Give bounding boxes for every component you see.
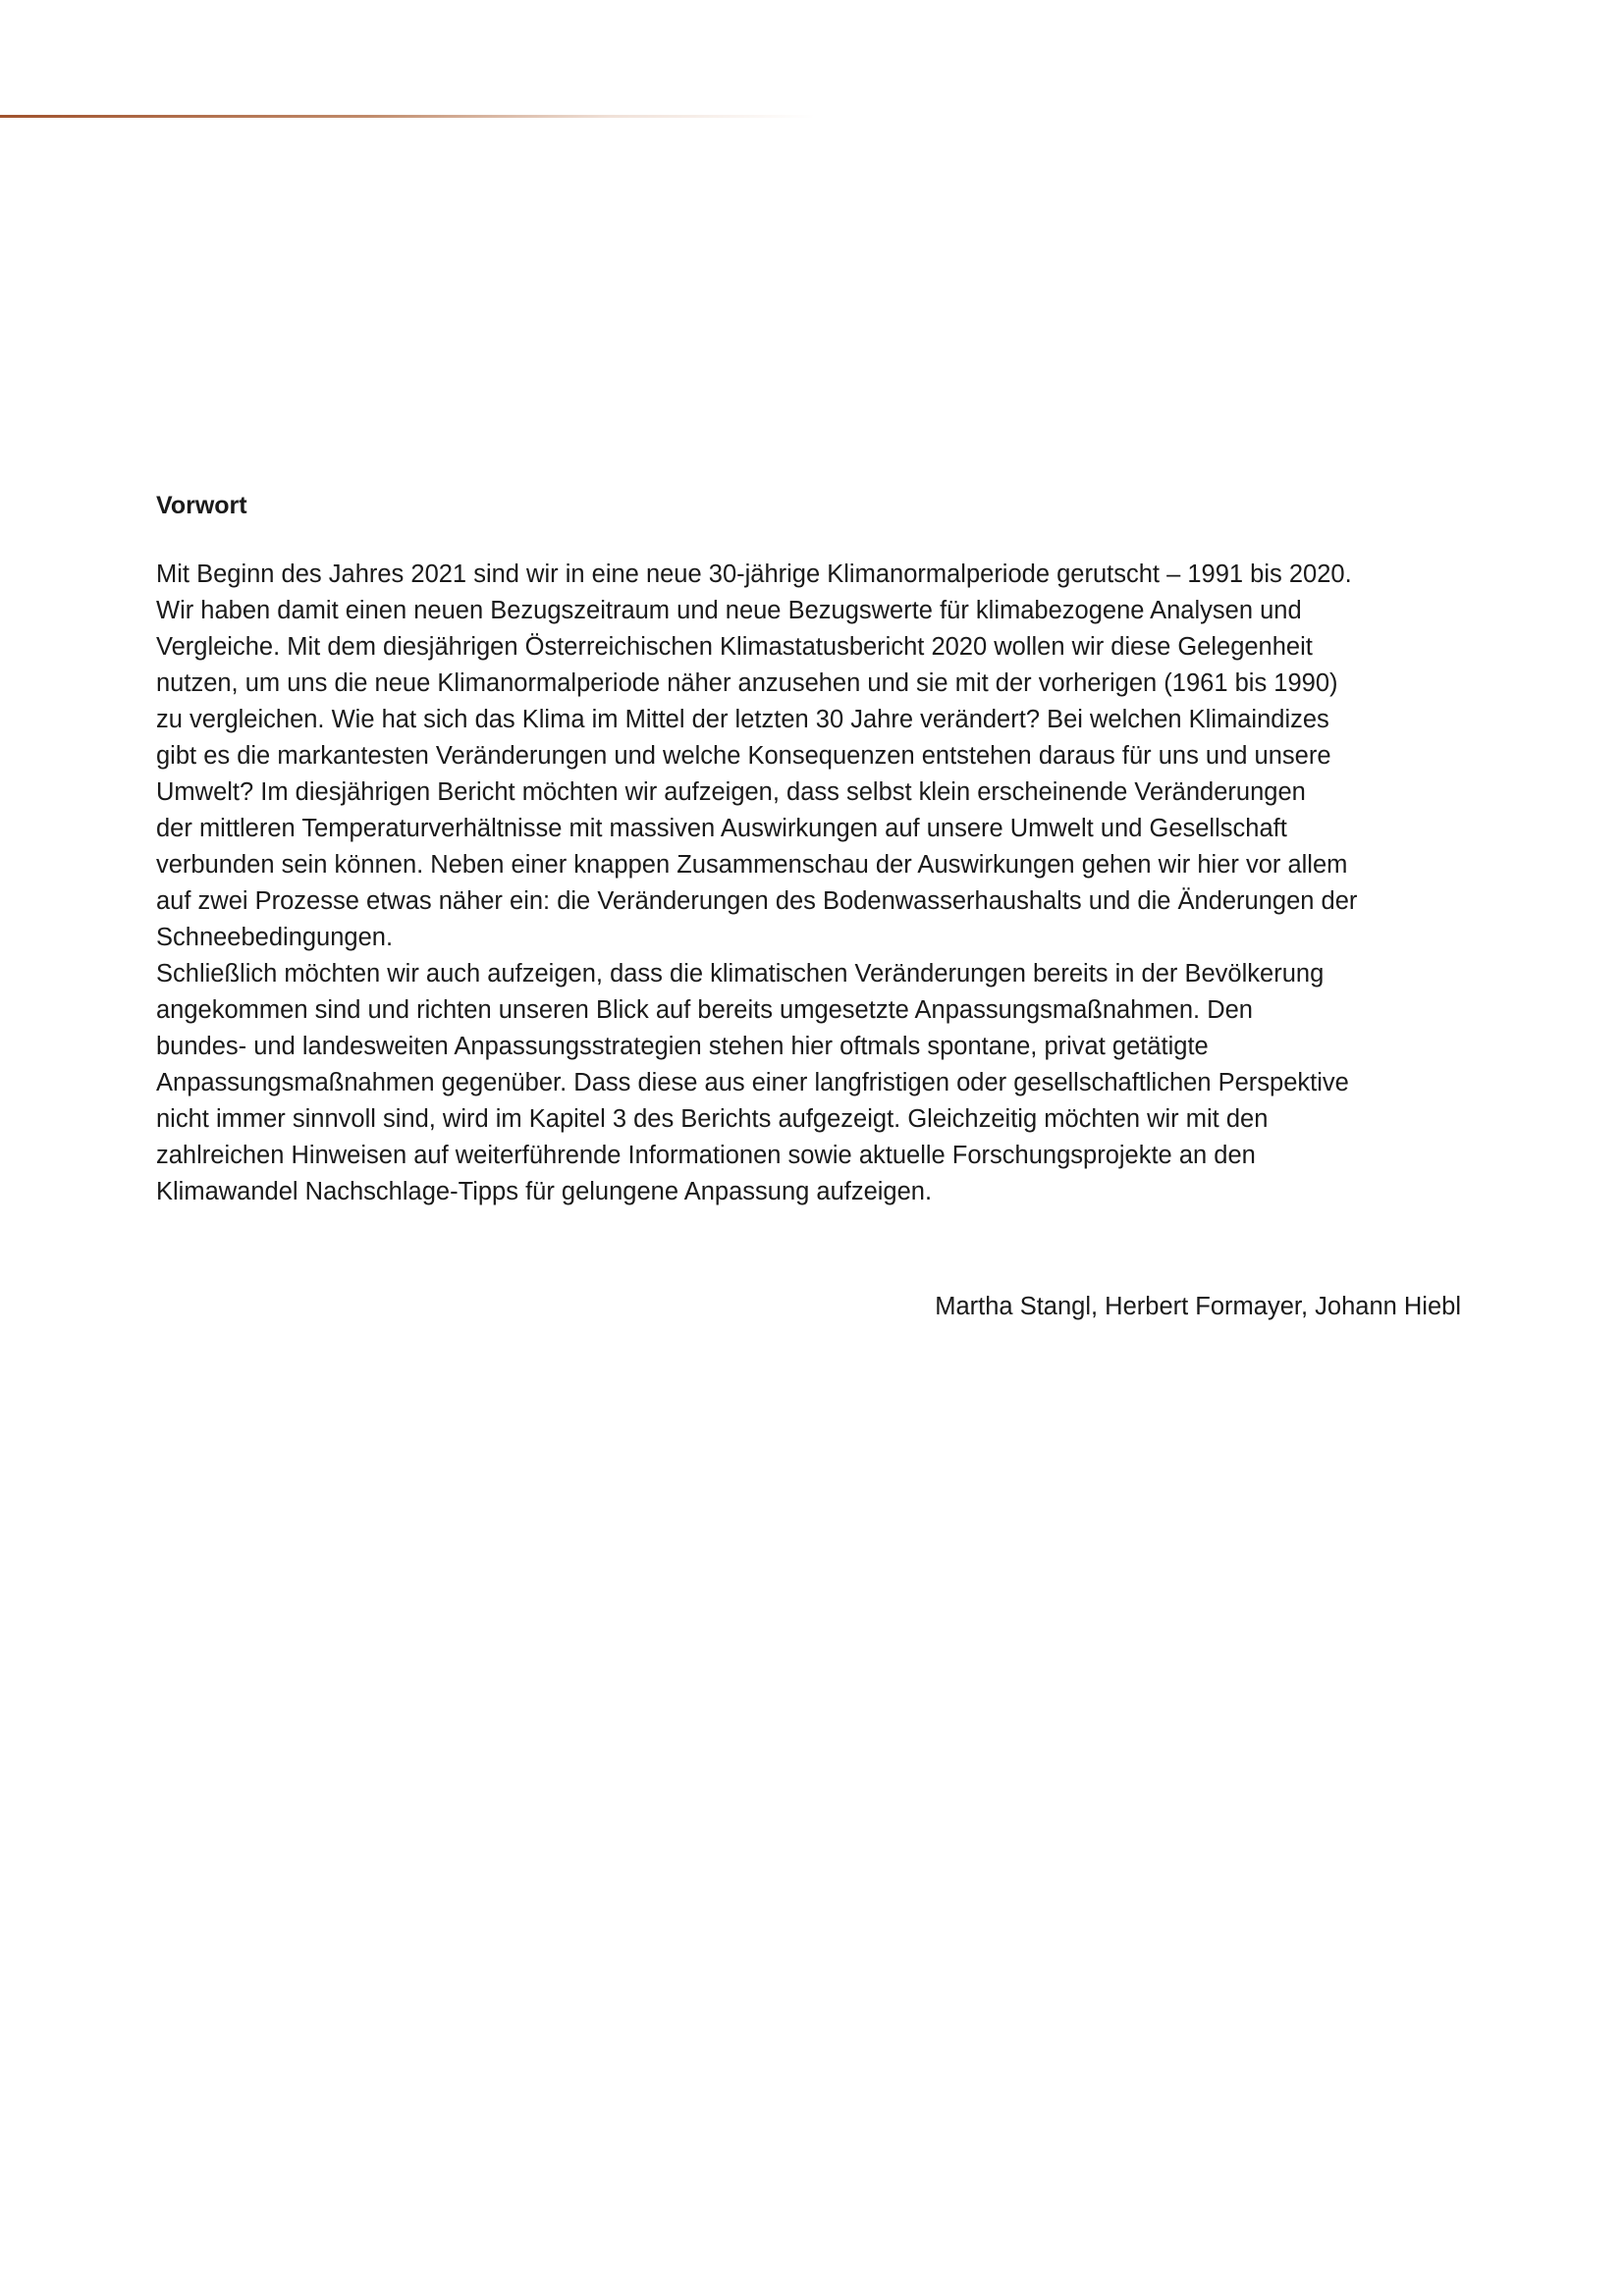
foreword-paragraph-1: Mit Beginn des Jahres 2021 sind wir in eine neue 30-jährige Klimanormalperiode gerutscht – 1991 bis 2020. Wir haben damit einen neuen Bezugszeitraum und neue Bezugswerte für klimabezogene Analysen und Vergleiche. Mit dem diesjährigen Österreichischen Klimastatusbericht 2020 wollen wir diese Gelegenheit nutzen, um uns die neue Klimanormalperiode näher anzusehen und sie mit der vorherigen (1961 bis 1990) zu vergleichen. Wie hat sich das Klima im Mittel der letzten 30 Jahre verändert? Bei welchen Klimaindizes gibt es die markantesten Veränderungen und welche Konsequenzen entstehen daraus für uns und unsere Umwelt? Im diesjährigen Bericht möchten wir aufzeigen, dass selbst klein erscheinende Veränderungen der mittleren Temperaturverhältnisse mit massiven Auswirkungen auf unsere Umwelt und Gesellschaft verbunden sein können. Neben einer knappen Zusammenschau der Auswirkungen gehen wir hier vor allem auf zwei Prozesse etwas näher ein: die Veränderungen des Bodenwasserhaushalts und die Änderungen der Schneebedingungen.: [156, 561, 1358, 951]
foreword-paragraph-2: Schließlich möchten wir auch aufzeigen, dass die klimatischen Veränderungen bereits in der Bevölkerung angekommen sind und richten unseren Blick auf bereits umgesetzte Anpassungsmaßnahmen. Den bundes- und landesweiten Anpassungsstrategien stehen hier oftmals spontane, privat getätigte Anpassungsmaßnahmen gegenüber. Dass diese aus einer langfristigen oder gesellschaftlichen Perspektive nicht immer sinnvoll sind, wird im Kapitel 3 des Berichts aufgezeigt. Gleichzeitig möchten wir mit den zahlreichen Hinweisen auf weiterführende Informationen sowie aktuelle Forschungsprojekte an den Klimawandel Nachschlage-Tipps für gelungene Anpassung aufzeigen.: [156, 960, 1349, 1205]
foreword-section: [156, 491, 1491, 1210]
decorative-top-rule: [0, 115, 815, 118]
page-title: Vorwort: [156, 492, 247, 519]
authors-signature: Martha Stangl, Herbert Formayer, Johann Hiebl: [935, 1293, 1461, 1320]
